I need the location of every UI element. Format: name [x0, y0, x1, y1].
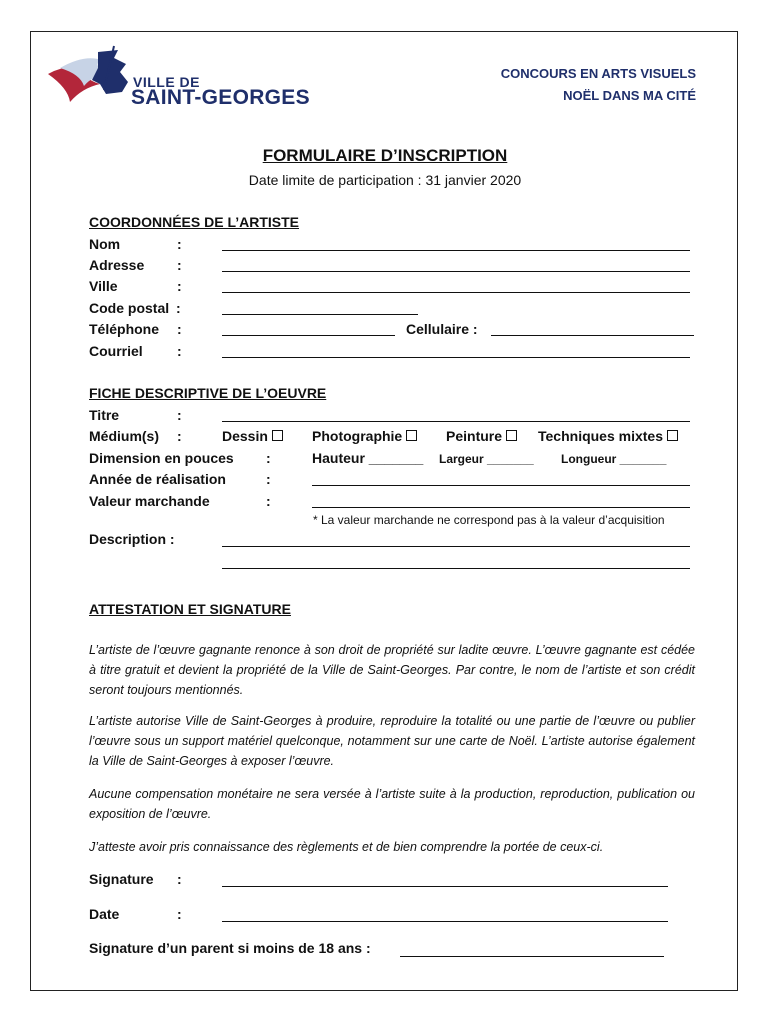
attestation-paragraph-2: L’artiste autorise Ville de Saint-Georges à produire, reproduire la totalité ou une partie de l’œuvre ou publier l’œuvre sous un support matériel quelconque, notamment sur une carte de Noël. L’artiste autorise également la Ville de Saint-Georges à exposer l’œuvre.	[89, 714, 695, 768]
colon: :	[266, 450, 271, 466]
option-dessin[interactable]	[222, 428, 283, 444]
logo-text-ville-de: VILLE DE	[133, 74, 201, 90]
option-dessin-label: Dessin	[222, 428, 268, 444]
nom-label: Nom	[89, 236, 121, 252]
valeur-label: Valeur marchande	[89, 493, 210, 509]
attestation-paragraph-4: J’atteste avoir pris connaissance des règlements et de bien comprendre la portée de ceux-ci.	[89, 840, 604, 854]
event-name: NOËL DANS MA CITÉ	[563, 88, 696, 103]
artwork-section-heading: FICHE DESCRIPTIVE DE L’OEUVRE	[89, 385, 327, 401]
annee-label: Année de réalisation	[89, 471, 226, 487]
option-photographie[interactable]	[312, 428, 417, 444]
colon: :	[177, 428, 182, 444]
adresse-field[interactable]	[222, 271, 690, 272]
date-label: Date	[89, 906, 120, 922]
colon: :	[177, 407, 182, 423]
colon: :	[177, 236, 182, 252]
colon: :	[266, 493, 271, 509]
titre-label: Titre	[89, 407, 120, 423]
attestation-paragraph-1: L’artiste de l’œuvre gagnante renonce à son droit de propriété sur ladite œuvre. L’œuvre gagnante est cédée à titre gratuit et devient la propriété de la Ville de Saint-Georges. Par contre, le nom de l’artiste et son crédit seront toujours mentionnés.	[89, 643, 695, 697]
artist-section-heading: COORDONNÉES DE L’ARTISTE	[89, 214, 300, 230]
colon: :	[176, 300, 181, 316]
code-postal-field[interactable]	[222, 314, 418, 315]
colon: :	[177, 278, 182, 294]
colon: :	[177, 343, 182, 359]
ville-label: Ville	[89, 278, 118, 294]
contest-name: CONCOURS EN ARTS VISUELS	[500, 66, 696, 81]
telephone-label: Téléphone	[89, 321, 160, 337]
cellulaire-field[interactable]	[491, 335, 694, 336]
dessin-checkbox[interactable]	[272, 430, 283, 441]
signature-field[interactable]	[222, 886, 668, 887]
largeur-field[interactable]: Largeur _______	[439, 452, 534, 466]
valeur-note: * La valeur marchande ne correspond pas à la valeur d’acquisition	[313, 513, 665, 527]
courriel-label: Courriel	[89, 343, 143, 359]
parent-signature-label: Signature d’un parent si moins de 18 ans :	[89, 940, 371, 956]
valeur-field[interactable]	[312, 507, 690, 508]
colon: :	[266, 471, 271, 487]
logo-text-saint-georges: SAINT-GEORGES	[131, 86, 310, 109]
date-field[interactable]	[222, 921, 668, 922]
attestation-section-heading: ATTESTATION ET SIGNATURE	[89, 601, 291, 617]
techniques-mixtes-checkbox[interactable]	[667, 430, 678, 441]
peinture-checkbox[interactable]	[506, 430, 517, 441]
parent-signature-field[interactable]	[400, 956, 664, 957]
hauteur-field[interactable]: Hauteur _______	[312, 450, 424, 466]
description-label: Description :	[89, 531, 175, 547]
dimension-label: Dimension en pouces	[89, 450, 234, 466]
colon: :	[177, 871, 182, 887]
longueur-field[interactable]: Longueur _______	[561, 452, 667, 466]
telephone-field[interactable]	[222, 335, 395, 336]
option-peinture[interactable]	[446, 428, 517, 444]
titre-field[interactable]	[222, 421, 690, 422]
nom-field[interactable]	[222, 250, 690, 251]
option-techniques-mixtes[interactable]	[538, 428, 678, 444]
medium-label: Médium(s)	[89, 428, 159, 444]
ville-field[interactable]	[222, 292, 690, 293]
description-field-line-1[interactable]	[222, 546, 690, 547]
colon: :	[177, 321, 182, 337]
adresse-label: Adresse	[89, 257, 145, 273]
courriel-field[interactable]	[222, 357, 690, 358]
option-peinture-label: Peinture	[446, 428, 503, 444]
code-postal-label: Code postal	[89, 300, 170, 316]
photographie-checkbox[interactable]	[406, 430, 417, 441]
colon: :	[177, 906, 182, 922]
cellulaire-label: Cellulaire :	[406, 321, 478, 337]
description-field-line-2[interactable]	[222, 568, 690, 569]
attestation-paragraph-3: Aucune compensation monétaire ne sera versée à l’artiste suite à la production, reproduction, publication ou exposition de l’œuvre.	[89, 787, 695, 821]
colon: :	[177, 257, 182, 273]
annee-field[interactable]	[312, 485, 690, 486]
option-techniques-mixtes-label: Techniques mixtes	[538, 428, 664, 444]
deadline: Date limite de participation : 31 janvier 2020	[248, 172, 522, 188]
option-photographie-label: Photographie	[312, 428, 403, 444]
signature-label: Signature	[89, 871, 154, 887]
form-title: FORMULAIRE D’INSCRIPTION	[262, 146, 508, 165]
